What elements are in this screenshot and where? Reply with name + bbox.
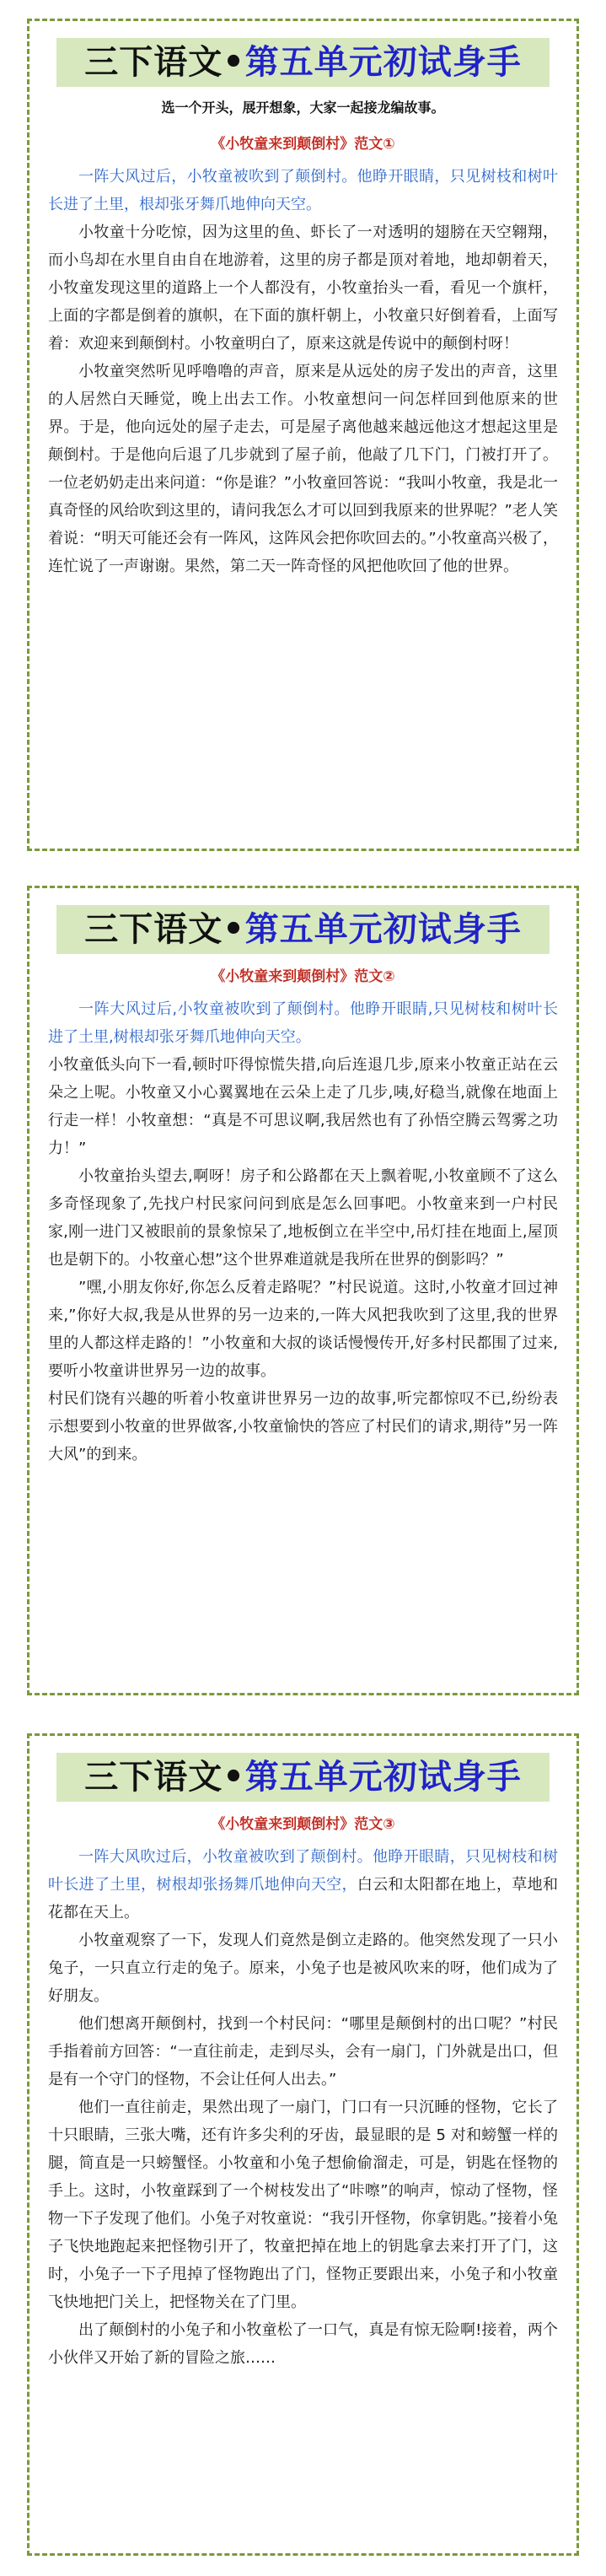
essay-title: 《小牧童来到颠倒村》范文①: [211, 136, 395, 153]
paragraph: 小牧童观察了一下，发现人们竟然是倒立走路的。他突然发现了一只小兔子，一只直立行走的兔子。原来，小兔子也是被风吹来的呀，他们成为了好朋友。: [48, 1932, 558, 2005]
opening-paragraph: 一阵大风过后，小牧童被吹到了颠倒村。他睁开眼睛，只见树枝和树叶长进了土里，根却张牙舞爪地伸向天空。: [48, 168, 558, 213]
paragraph: 村民们饶有兴趣的听着小牧童讲世界另一边的故事,听完都惊叹不已,纷纷表示想要到小牧童的世界做客,小牧童愉快的答应了村民们的请求,期待”另一阵大风”的到来。: [48, 1390, 558, 1463]
opening-paragraph: [48, 1843, 558, 1927]
banner-prefix: 三下语文•: [84, 910, 245, 949]
paragraph: 小牧童十分吃惊，因为这里的鱼、虾长了一对透明的翅膀在天空翱翔，而小鸟却在水里自由自在地游着，这里的房子都是顶对着地，地却朝着天，小牧童发现这里的道路上一个人都没有，小牧童抬头一看，看见一个旗杆，上面的字都是倒着的旗帜，在下面的旗杆朝上，小牧童只好倒着看，上面写着：欢迎来到颠倒村。小牧童明白了，原来这就是传说中的颠倒村呀！: [48, 224, 558, 353]
paragraph: 小牧童抬头望去,啊呀！房子和公路都在天上飘着呢,小牧童顾不了这么多奇怪现象了,先找户村民家问问到底是怎么回事吧。小牧童来到一户村民家,刚一进门又被眼前的景象惊呆了,地板倒立在半空中,吊灯挂在地面上,屋顶也是朝下的。小牧童心想”这个世界难道就是我所在世界的倒影吗？”: [48, 1167, 558, 1269]
banner: [56, 1753, 550, 1802]
banner-prefix: 三下语文•: [84, 43, 245, 82]
paragraph: ”嘿,小朋友你好,你怎么反着走路呢？”村民说道。这时,小牧童才回过神来,”你好大叔,我是从世界的另一边来的,一阵大风把我吹到了这里,我的世界里的人都这样走路的！”小牧童和大叔的谈话慢慢传开,好多村民都围了过来,要听小牧童讲世界另一边的故事。: [48, 1279, 558, 1380]
banner-title: 第五单元初试身手: [244, 1758, 522, 1797]
opening-sentence: 一阵大风吹过后，小牧童被吹到了颠倒村。他睁开眼睛，只见树枝和树叶长进了土里，树根却张扬舞爪地伸向天空，: [48, 1848, 558, 1894]
essay-card-3: [27, 1733, 579, 2556]
essay-card-1: [27, 19, 579, 851]
paragraph: 小牧童突然听见呼噜噜的声音，原来是从远处的房子发出的声音，这里的人居然白天睡觉，晚上出去工作。小牧童想问一问怎样回到他原来的世界。于是，他向远处的屋子走去，可是屋子离他越来越远他这才想起这里是颠倒村。于是他向后退了几步就到了屋子前，他敲了几下门，门被打开了。一位老奶奶走出来问道：“你是谁？”小牧童回答说：“我叫小牧童，我是北一真奇怪的风给吹到这里的，请问我怎么才可以回到我原来的世界呢？”老人笑着说：“明天可能还会有一阵风，这阵风会把你吹回去的。”小牧童高兴极了，连忙说了一声谢谢。果然，第二天一阵奇怪的风把他吹回了他的世界。: [48, 363, 558, 575]
opening-paragraph: 一阵大风过后,小牧童被吹到了颠倒村。他睁开眼睛,只见树枝和树叶长进了土里,树根却张牙舞爪地伸向天空。: [48, 1000, 558, 1046]
essay-title: 《小牧童来到颠倒村》范文②: [211, 968, 395, 985]
essay-card-2: [27, 886, 579, 1695]
essay-body: [29, 985, 577, 1469]
banner: [56, 38, 550, 87]
paragraph: 小牧童低头向下一看,顿时吓得惊慌失措,向后连退几步,原来小牧童正站在云朵之上呢。小牧童又小心翼翼地在云朵上走了几步,咦,好稳当,就像在地面上行走一样！小牧童想：“真是不可思议啊,我居然也有了孙悟空腾云驾雾之功力！”: [48, 1056, 558, 1157]
paragraph: 他们一直往前走，果然出现了一扇门，门口有一只沉睡的怪物，它长了十只眼睛，三张大嘴，还有许多尖利的牙齿，最显眼的是 5 对和螃蟹一样的腿，简直是一只螃蟹怪。小牧童和小兔子想偷偷溜走，可是，钥匙在怪物的手上。这时，小牧童踩到了一个树枝发出了“咔嚓”的响声，惊动了怪物，怪物一下子发现了他们。小兔子对牧童说：“我引开怪物，你拿钥匙。”接着小兔子飞快地跑起来把怪物引开了，牧童把掉在地上的钥匙拿去来打开了门，这时，小兔子一下子甩掉了怪物跑出了门，怪物正要跟出来，小兔子和小牧童飞快地把门关上，把怪物关在了门里。: [48, 2099, 558, 2311]
banner: [56, 905, 550, 954]
paragraph: 他们想离开颠倒村，找到一个村民问：“哪里是颠倒村的出口呢？”村民手指着前方回答：“一直往前走，走到尽头，会有一扇门，门外就是出口，但是有一个守门的怪物，不会让任何人出去。”: [48, 2015, 558, 2088]
opening-continuation: 白云和太阳都在地上，草地和花都在天上。: [48, 1876, 558, 1921]
task-instruction: 选一个开头，展开想象，大家一起接龙编故事。: [161, 100, 445, 116]
banner-title: 第五单元初试身手: [244, 910, 522, 949]
essay-body: [29, 153, 577, 580]
essay-body: [29, 1833, 577, 2372]
essay-title: 《小牧童来到颠倒村》范文③: [211, 1816, 395, 1833]
banner-prefix: 三下语文•: [84, 1758, 245, 1797]
banner-title: 第五单元初试身手: [244, 43, 522, 82]
paragraph: 出了颠倒村的小兔子和小牧童松了一口气，真是有惊无险啊!接着，两个小伙伴又开始了新的冒险之旅……: [48, 2321, 558, 2367]
